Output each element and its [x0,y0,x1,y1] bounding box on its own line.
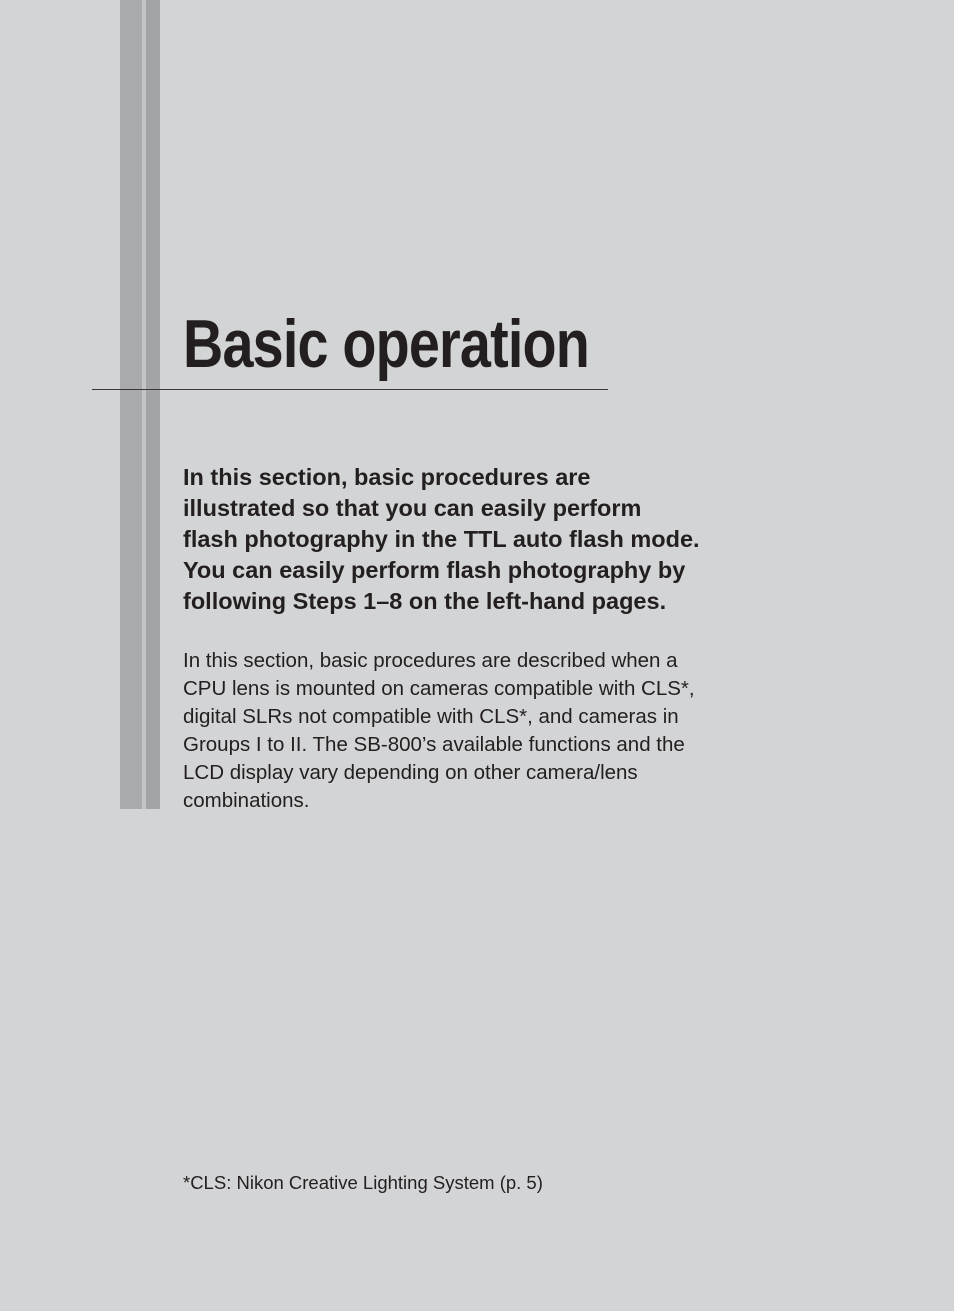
body-line: combinations. [183,789,310,812]
page-title: Basic operation [183,306,590,382]
body-line: In this section, basic procedures are described when a [183,649,678,672]
intro-paragraph [183,462,753,617]
body-line: Groups I to II. The SB-800’s available functions and the [183,733,685,756]
body-line: digital SLRs not compatible with CLS*, and cameras in [183,705,679,728]
body-line: LCD display vary depending on other camera/lens [183,761,638,784]
intro-line: You can easily perform flash photography by [183,557,686,583]
intro-line: illustrated so that you can easily perform [183,495,642,521]
title-underline [92,389,608,390]
body-paragraph [183,647,753,815]
intro-line: In this section, basic procedures are [183,464,591,490]
intro-line: flash photography in the TTL auto flash mode. [183,526,700,552]
footnote: *CLS: Nikon Creative Lighting System (p. 5) [183,1172,543,1193]
body-line: CPU lens is mounted on cameras compatible with CLS*, [183,677,695,700]
intro-line: following Steps 1–8 on the left-hand pages. [183,588,667,614]
side-accent-bar [120,0,160,809]
